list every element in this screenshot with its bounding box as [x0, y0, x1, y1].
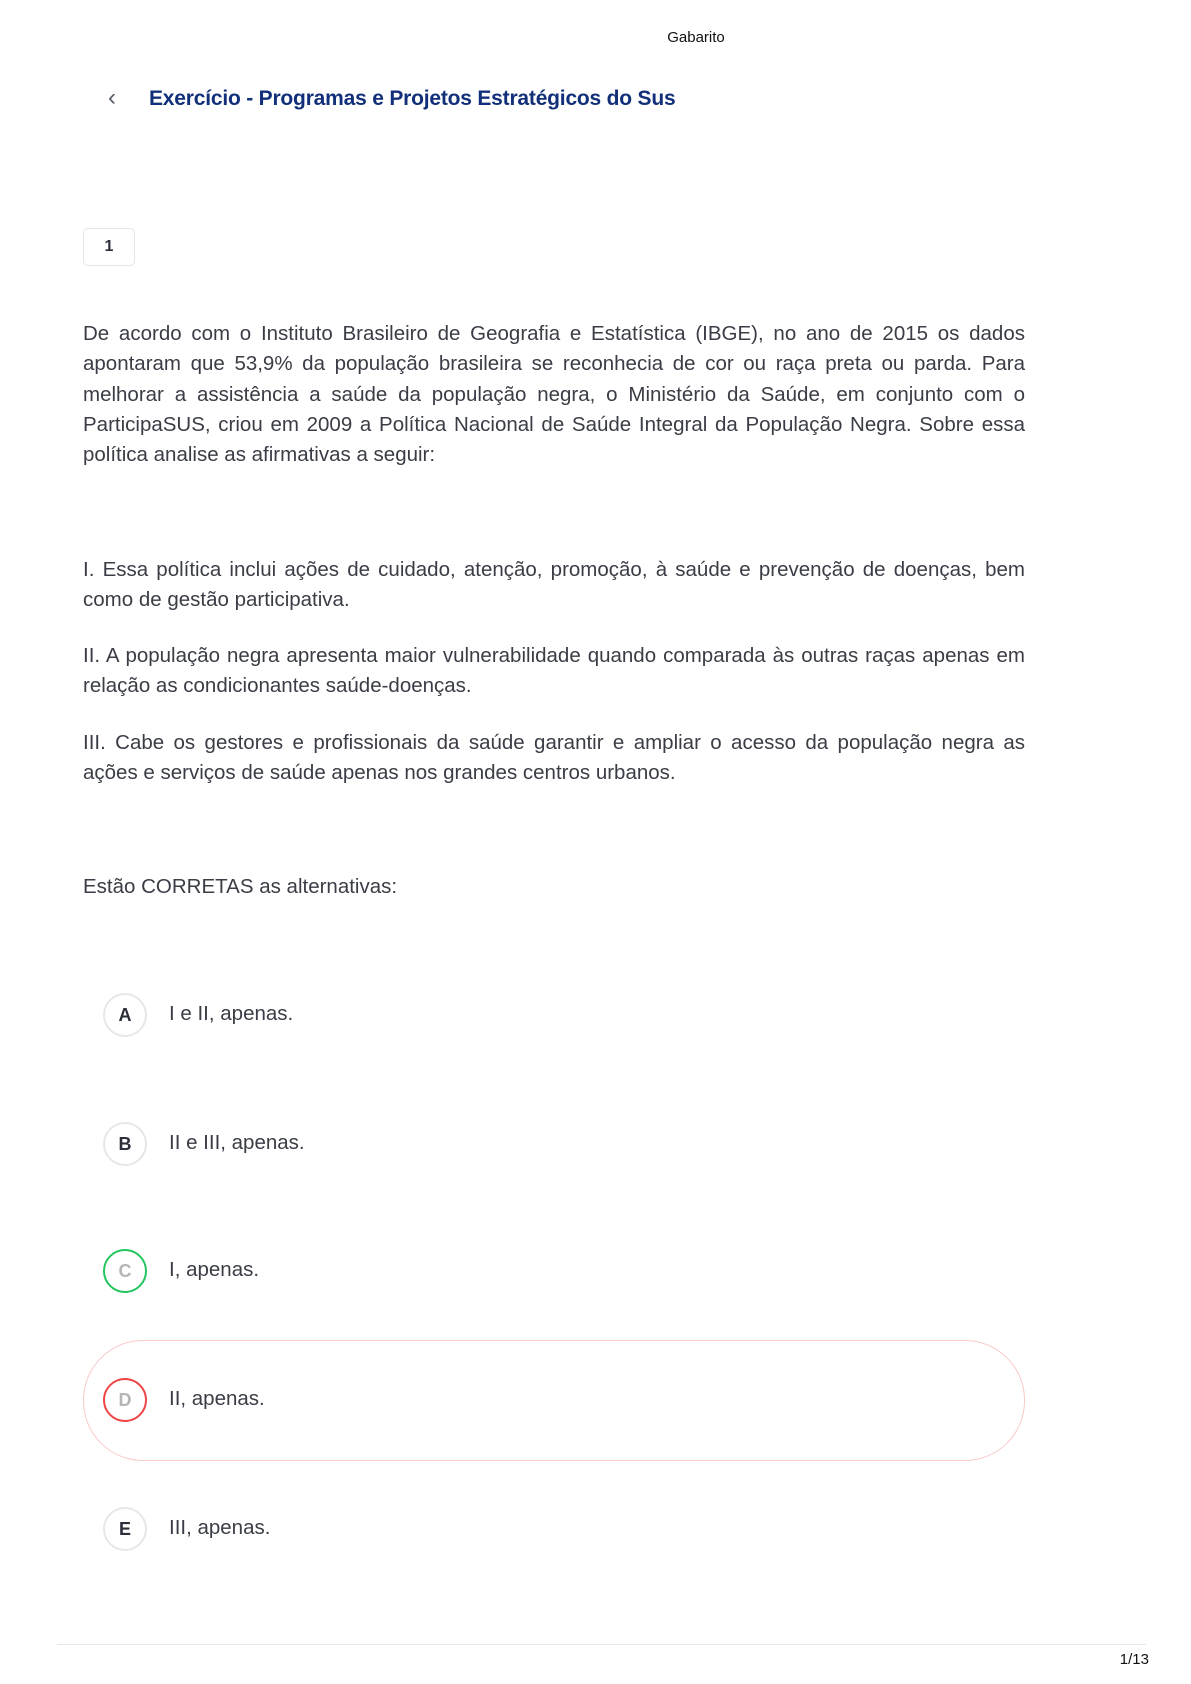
footer-divider — [57, 1644, 1146, 1645]
option-text-e: III, apenas. — [169, 1516, 271, 1539]
statement-3: III. Cabe os gestores e profissionais da saúde garantir e ampliar o acesso da população negra as ações e serviços de saúde apenas nos grandes centros urbanos. — [83, 731, 1025, 785]
statement-1: I. Essa política inclui ações de cuidado, atenção, promoção, à saúde e prevenção de doenças, bem como de gestão participativa. — [83, 558, 1025, 612]
option-text-a: I e II, apenas. — [169, 1002, 294, 1025]
option-letter-d: D — [103, 1378, 147, 1422]
option-text-c: I, apenas. — [169, 1258, 260, 1281]
option-a[interactable] — [83, 987, 1025, 1047]
option-b[interactable] — [83, 1116, 1025, 1176]
option-letter-e: E — [103, 1507, 147, 1551]
option-letter-c: C — [103, 1249, 147, 1293]
back-chevron-icon[interactable]: ‹ — [108, 84, 116, 111]
statement-2: II. A população negra apresenta maior vulnerabilidade quando comparada às outras raças apenas em relação as condicionantes saúde-doenças. — [83, 644, 1025, 698]
option-e[interactable] — [83, 1501, 1025, 1561]
option-letter-b: B — [103, 1122, 147, 1166]
option-d-selected-wrong[interactable] — [83, 1372, 1025, 1432]
question-intro: De acordo com o Instituto Brasileiro de Geografia e Estatística (IBGE), no ano de 2015 os dados apontaram que 53,9% da população brasileira se reconhecia de cor ou raça preta ou parda. Para melhorar a assistência a saúde da população negra, o Ministério da Saúde, em conjunto com o ParticipaSUS, criou em 2009 a Política Nacional de Saúde Integral da População Negra. Sobre essa política analise as afirmativas a seguir: — [83, 322, 1025, 467]
page-number: 1/13 — [1119, 1651, 1149, 1668]
header-label: Gabarito — [667, 29, 725, 46]
option-c-correct[interactable] — [83, 1243, 1025, 1303]
question-number-badge: 1 — [83, 228, 135, 266]
option-text-b: II e III, apenas. — [169, 1131, 305, 1154]
option-letter-a: A — [103, 993, 147, 1037]
page-title: Exercício - Programas e Projetos Estratégicos do Sus — [149, 87, 676, 110]
question-prompt: Estão CORRETAS as alternativas: — [83, 875, 398, 898]
option-text-d: II, apenas. — [169, 1387, 265, 1410]
